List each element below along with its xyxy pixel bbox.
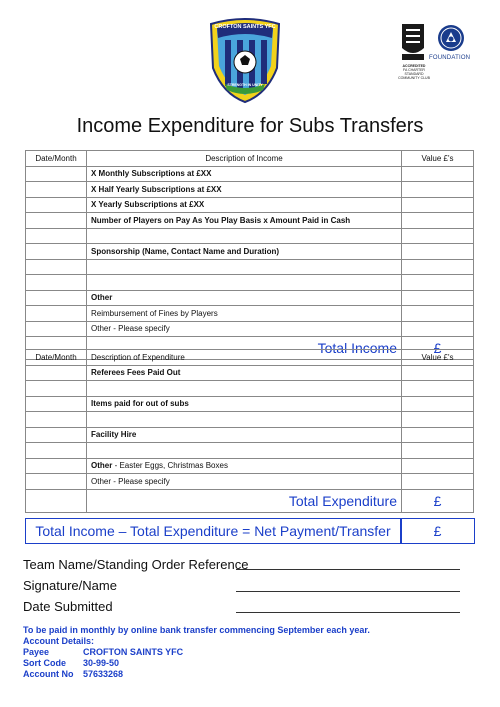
- income-description-cell: Sponsorship (Name, Contact Name and Duration): [87, 244, 402, 260]
- page-title: Income Expenditure for Subs Transfers: [76, 115, 424, 137]
- table-row: [26, 381, 474, 397]
- expenditure-description-cell: Referees Fees Paid Out: [87, 365, 402, 381]
- income-description-cell[interactable]: [87, 259, 402, 275]
- club-crest-name: CROFTON SAINTS YFC: [214, 24, 276, 30]
- team-name-label: Team Name/Standing Order Reference: [23, 557, 249, 572]
- fa-three-lions-badge: [400, 22, 426, 64]
- table-row: [26, 474, 474, 490]
- expenditure-header-value: Value £'s: [402, 350, 474, 366]
- date-cell[interactable]: [26, 213, 87, 229]
- value-cell[interactable]: [402, 306, 474, 322]
- total-expenditure-value[interactable]: £: [402, 489, 474, 512]
- date-cell[interactable]: [26, 166, 87, 182]
- fa-accredited-text: ACCREDITED FA CHARTER STANDARD COMMUNITY CLUB: [398, 64, 430, 80]
- payee-label: Payee: [23, 647, 50, 657]
- date-cell[interactable]: [26, 244, 87, 260]
- income-description-cell: Other: [87, 290, 402, 306]
- expenditure-description-cell: Facility Hire: [87, 427, 402, 443]
- date-submitted-label: Date Submitted: [23, 599, 113, 614]
- date-cell[interactable]: [26, 474, 87, 490]
- expenditure-description-cell: Other - Easter Eggs, Christmas Boxes: [87, 458, 402, 474]
- value-cell[interactable]: [402, 396, 474, 412]
- value-cell[interactable]: [402, 290, 474, 306]
- table-row: [26, 213, 474, 229]
- total-expenditure-label: Total Expenditure: [87, 489, 402, 512]
- date-cell[interactable]: [26, 443, 87, 459]
- chelsea-foundation-logo: [437, 24, 465, 52]
- value-cell[interactable]: [402, 244, 474, 260]
- expenditure-total-row: [26, 489, 474, 512]
- date-cell[interactable]: [26, 381, 87, 397]
- date-cell[interactable]: [26, 182, 87, 198]
- expenditure-description-cell[interactable]: [87, 443, 402, 459]
- value-cell[interactable]: [402, 321, 474, 337]
- account-number-value: 57633268: [83, 669, 124, 679]
- table-row: [26, 365, 474, 381]
- date-cell[interactable]: [26, 321, 87, 337]
- payee-value: CROFTON SAINTS YFC: [83, 647, 184, 657]
- date-cell[interactable]: [26, 290, 87, 306]
- club-crest-motto: STRENGTH IN UNITY: [227, 83, 263, 87]
- income-description-cell: X Yearly Subscriptions at £XX: [87, 197, 402, 213]
- value-cell[interactable]: [402, 213, 474, 229]
- table-row: [26, 244, 474, 260]
- table-row: [26, 321, 474, 337]
- expenditure-table: [25, 349, 474, 513]
- value-cell[interactable]: [402, 259, 474, 275]
- date-submitted-line[interactable]: [236, 612, 460, 613]
- total-income-label: Total Income: [87, 337, 402, 360]
- income-header-date: Date/Month: [26, 151, 87, 167]
- table-row: [26, 275, 474, 291]
- signature-label: Signature/Name: [23, 578, 117, 593]
- expenditure-description-cell: Other - Please specify: [87, 474, 402, 490]
- foundation-text: FOUNDATION: [429, 55, 471, 61]
- date-cell[interactable]: [26, 458, 87, 474]
- table-row: [26, 427, 474, 443]
- team-name-line[interactable]: [236, 569, 460, 570]
- net-payment-label: Total Income – Total Expenditure = Net Payment/Transfer: [35, 523, 391, 539]
- income-description-cell: X Half Yearly Subscriptions at £XX: [87, 182, 402, 198]
- income-description-cell[interactable]: [87, 275, 402, 291]
- expenditure-description-cell: Items paid for out of subs: [87, 396, 402, 412]
- income-header-description: Description of Income: [87, 151, 402, 167]
- expenditure-description-cell[interactable]: [87, 381, 402, 397]
- date-cell[interactable]: [26, 197, 87, 213]
- date-cell[interactable]: [26, 412, 87, 428]
- income-header-value: Value £'s: [402, 151, 474, 167]
- date-cell[interactable]: [26, 306, 87, 322]
- date-cell[interactable]: [26, 228, 87, 244]
- income-header-row: [26, 151, 474, 167]
- value-cell[interactable]: [402, 197, 474, 213]
- expenditure-header-row: [26, 350, 474, 366]
- date-cell[interactable]: [26, 259, 87, 275]
- signature-line[interactable]: [236, 591, 460, 592]
- value-cell[interactable]: [402, 228, 474, 244]
- account-details-heading: Account Details:: [23, 636, 95, 646]
- total-income-value[interactable]: £: [402, 337, 474, 360]
- value-cell[interactable]: [402, 427, 474, 443]
- expenditure-description-cell[interactable]: [87, 412, 402, 428]
- expenditure-header-description: Description of Expenditure: [87, 350, 402, 366]
- expenditure-header-date: Date/Month: [26, 350, 87, 366]
- table-row: [26, 458, 474, 474]
- date-cell[interactable]: [26, 427, 87, 443]
- table-row: [26, 306, 474, 322]
- value-cell[interactable]: [402, 182, 474, 198]
- payment-note: To be paid in monthly by online bank transfer commencing September each year.: [23, 625, 370, 635]
- account-number-label: Account No: [23, 669, 74, 679]
- sort-code-label: Sort Code: [23, 658, 67, 668]
- table-row: [26, 166, 474, 182]
- income-description-cell: Number of Players on Pay As You Play Basis x Amount Paid in Cash: [87, 213, 402, 229]
- value-cell[interactable]: [402, 365, 474, 381]
- table-row: [26, 396, 474, 412]
- table-row: [26, 412, 474, 428]
- sort-code-value: 30-99-50: [83, 658, 120, 668]
- value-cell[interactable]: [402, 381, 474, 397]
- table-row: [26, 228, 474, 244]
- table-row: [26, 182, 474, 198]
- date-cell[interactable]: [26, 275, 87, 291]
- value-cell[interactable]: [402, 166, 474, 182]
- income-table: [25, 150, 474, 360]
- table-row: [26, 197, 474, 213]
- value-cell[interactable]: [402, 443, 474, 459]
- table-row: [26, 290, 474, 306]
- table-row: [26, 259, 474, 275]
- income-description-cell: Reimbursement of Fines by Players: [87, 306, 402, 322]
- table-row: [26, 443, 474, 459]
- income-description-cell: Other - Please specify: [87, 321, 402, 337]
- date-cell[interactable]: [26, 396, 87, 412]
- total-expenditure-blank: [26, 489, 87, 512]
- club-crest-logo: [205, 18, 285, 104]
- value-cell[interactable]: [402, 458, 474, 474]
- value-cell[interactable]: [402, 412, 474, 428]
- net-payment-value[interactable]: £: [433, 523, 442, 539]
- income-description-cell[interactable]: [87, 228, 402, 244]
- value-cell[interactable]: [402, 275, 474, 291]
- date-cell[interactable]: [26, 365, 87, 381]
- value-cell[interactable]: [402, 474, 474, 490]
- income-description-cell: X Monthly Subscriptions at £XX: [87, 166, 402, 182]
